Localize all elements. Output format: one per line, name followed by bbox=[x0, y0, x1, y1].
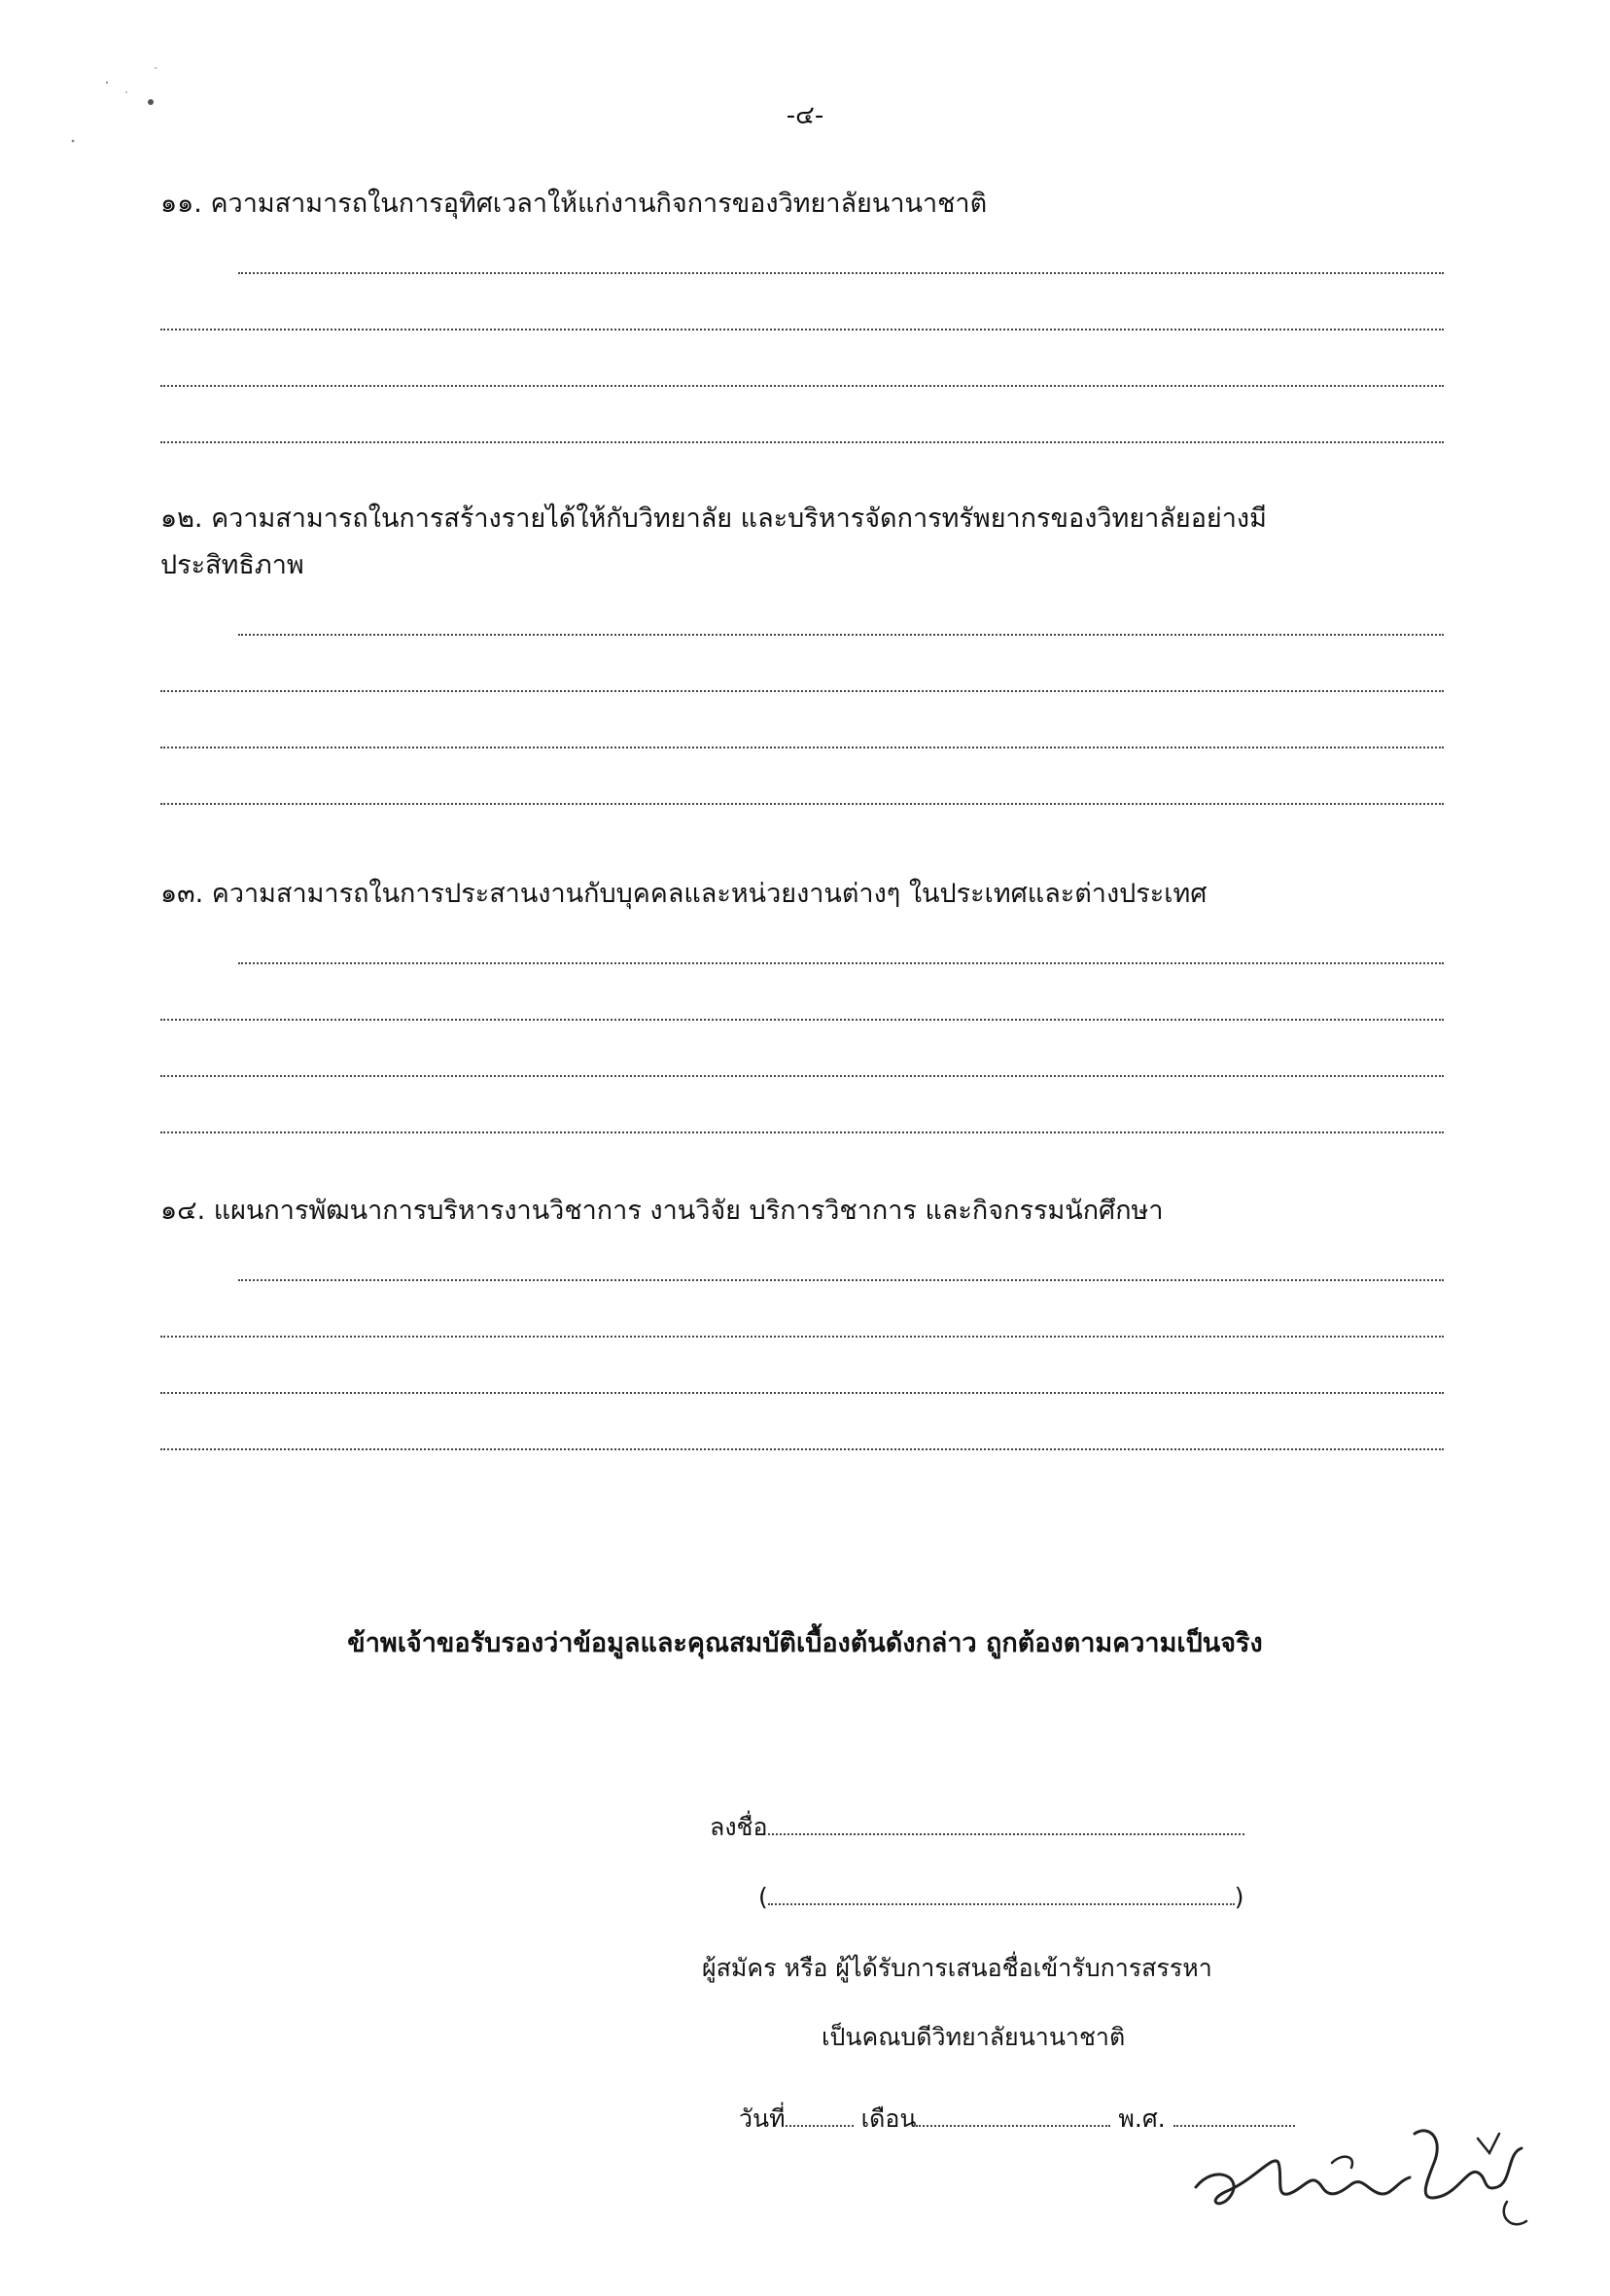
certification-statement: ข้าพเจ้าขอรับรองว่าข้อมูลและคุณสมบัติเบื้องต้นดังกล่าว ถูกต้องตามความเป็นจริง bbox=[347, 1628, 1263, 1658]
section-11-heading bbox=[160, 181, 1444, 227]
role-line-1: ผู้สมัคร หรือ ผู้ได้รับการเสนอชื่อเข้ารับการสรรหา bbox=[702, 1954, 1212, 1982]
section-number: ๑๒. bbox=[160, 504, 203, 534]
month-field[interactable] bbox=[916, 2100, 1110, 2127]
answer-line[interactable] bbox=[160, 1404, 1444, 1460]
answer-line[interactable] bbox=[160, 227, 1444, 284]
answer-line[interactable] bbox=[160, 1291, 1444, 1347]
answer-line[interactable] bbox=[160, 589, 1444, 645]
section-title: ความสามารถในการประสานงานกับบุคคลและหน่วยงานต่างๆ ในประเทศและต่างประเทศ bbox=[211, 879, 1208, 909]
section-title: ความสามารถในการอุทิศเวลาให้แก่งานกิจการของวิทยาลัยนานาชาติ bbox=[210, 189, 988, 219]
month-label: เดือน bbox=[860, 2105, 917, 2133]
section-13-heading bbox=[160, 871, 1444, 918]
paren-close: ) bbox=[1234, 1883, 1244, 1911]
answer-line[interactable] bbox=[160, 918, 1444, 974]
answer-line[interactable] bbox=[160, 340, 1444, 397]
section-14-heading bbox=[160, 1188, 1444, 1235]
name-row bbox=[758, 1878, 1244, 1911]
page-number: -๔- bbox=[786, 101, 824, 130]
section-title: ความสามารถในการสร้างรายได้ให้กับวิทยาลัย และบริหารจัดการทรัพยากรของวิทยาลัยอย่างมีประสิทธิภาพ bbox=[160, 504, 1267, 580]
answer-line[interactable] bbox=[160, 1347, 1444, 1404]
year-label: พ.ศ. bbox=[1118, 2105, 1166, 2133]
section-number: ๑๑. bbox=[160, 189, 202, 219]
section-title: แผนการพัฒนาการบริหารงานวิชาการ งานวิจัย บริการวิชาการ และกิจกรรมนักศึกษา bbox=[213, 1196, 1164, 1226]
section-11 bbox=[160, 181, 1444, 453]
answer-line[interactable] bbox=[160, 758, 1444, 815]
answer-line[interactable] bbox=[160, 397, 1444, 453]
answer-line[interactable] bbox=[160, 1087, 1444, 1143]
section-13 bbox=[160, 871, 1444, 1143]
answer-line[interactable] bbox=[160, 645, 1444, 702]
day-label: วันที่ bbox=[739, 2105, 786, 2133]
day-field[interactable] bbox=[786, 2100, 854, 2127]
answer-line[interactable] bbox=[160, 284, 1444, 340]
printed-name-field[interactable] bbox=[768, 1878, 1235, 1905]
section-number: ๑๓. bbox=[160, 879, 204, 909]
section-number: ๑๔. bbox=[160, 1196, 206, 1226]
role-line-2: เป็นคณบดีวิทยาลัยนานาชาติ bbox=[822, 2023, 1126, 2051]
paren-open: ( bbox=[758, 1883, 768, 1911]
handwritten-signature bbox=[1186, 2095, 1556, 2241]
answer-line[interactable] bbox=[160, 974, 1444, 1030]
signature-field[interactable] bbox=[768, 1808, 1244, 1835]
answer-line[interactable] bbox=[160, 1235, 1444, 1291]
section-14 bbox=[160, 1188, 1444, 1460]
section-12-heading bbox=[160, 496, 1327, 589]
section-12 bbox=[160, 496, 1444, 815]
sign-row bbox=[710, 1808, 1244, 1847]
sign-label: ลงชื่อ bbox=[710, 1813, 768, 1841]
answer-line[interactable] bbox=[160, 702, 1444, 758]
answer-line[interactable] bbox=[160, 1030, 1444, 1087]
